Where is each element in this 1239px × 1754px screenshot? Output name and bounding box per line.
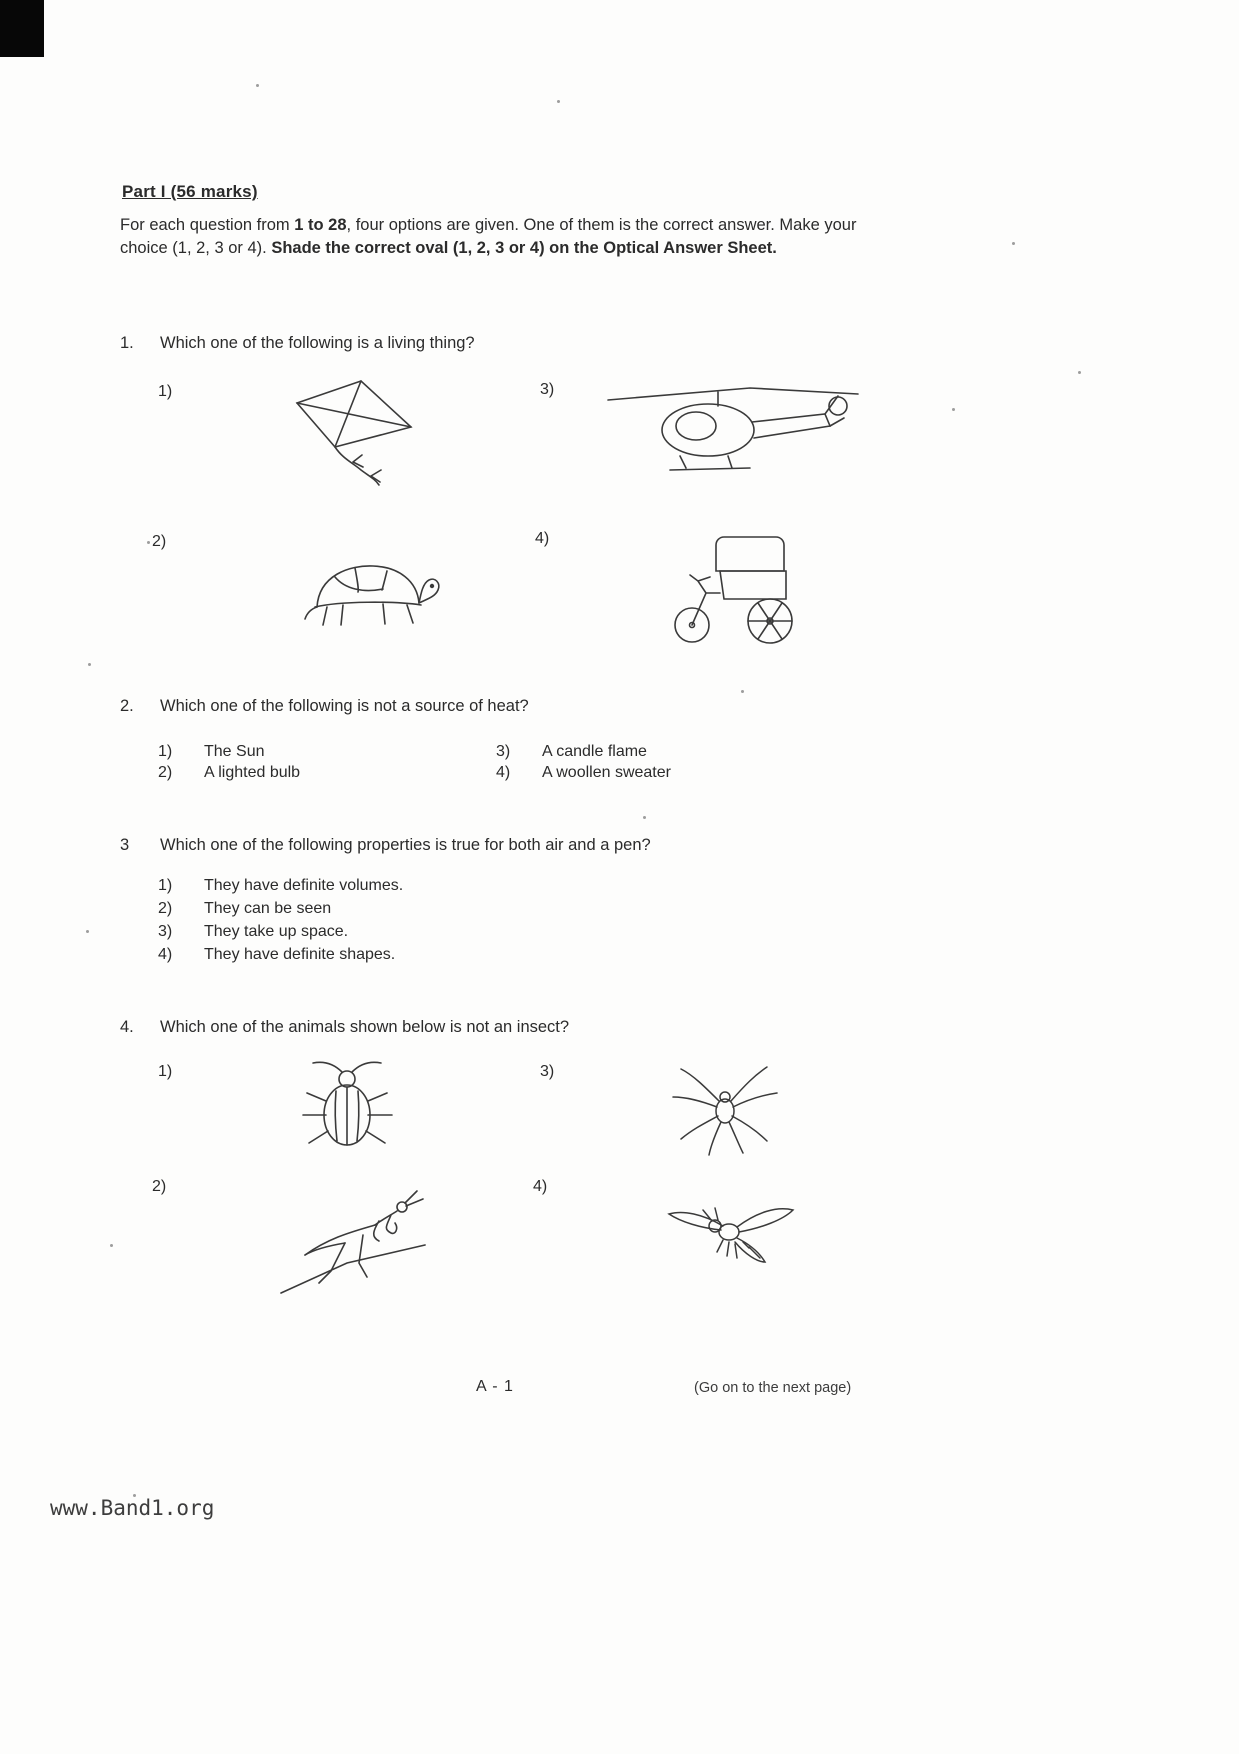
scan-speck (86, 930, 89, 933)
tortoise-image (295, 545, 445, 645)
question-text: Which one of the following is not a source of heat? (160, 697, 529, 715)
question-text: Which one of the animals shown below is not an insect? (160, 1018, 570, 1036)
page-number: A - 1 (476, 1378, 514, 1395)
question-number: 3 (120, 836, 130, 854)
q2-option-2-text: A lighted bulb (204, 764, 301, 781)
instructions-bold-shade: Shade the correct oval (1, 2, 3 or 4) on the Optical Answer Sheet. (271, 238, 777, 257)
next-page-note: (Go on to the next page) (694, 1380, 852, 1396)
scan-speck (110, 1244, 113, 1247)
q3-option-1-label: 1) (158, 877, 173, 894)
scan-speck (741, 690, 744, 693)
q3-option-1-text: They have definite volumes. (204, 877, 404, 894)
q4-option-2-label: 2) (152, 1178, 167, 1195)
question-number: 2. (120, 697, 134, 715)
instructions-bold-range: 1 to 28 (294, 216, 347, 234)
question-number: 4. (120, 1018, 134, 1036)
scan-speck (557, 100, 560, 103)
question-text: Which one of the following is a living thing? (160, 334, 475, 352)
q1-option-1-label: 1) (158, 383, 173, 400)
q2-option-4-text: A woollen sweater (542, 764, 671, 781)
q2-options (158, 743, 878, 782)
instructions (120, 214, 872, 259)
scan-speck (147, 541, 150, 544)
q2-option-2-label: 2) (158, 764, 173, 781)
beetle-image (295, 1053, 400, 1158)
instructions-text: , four options are given. One of them is the correct answer. Make your choice (1, 2, 3 or 4). (120, 216, 857, 257)
q1-option-4-label: 4) (535, 530, 550, 547)
section-heading: Part I (56 marks) (122, 182, 258, 201)
question-1 (120, 334, 880, 353)
kite-image (283, 375, 433, 490)
question-4 (120, 1018, 880, 1037)
scan-speck (256, 84, 259, 87)
watermark: www.Band1.org (50, 1496, 215, 1520)
instructions-text: For each question from (120, 216, 295, 234)
scan-speck (1078, 371, 1081, 374)
q1-option-3-label: 3) (540, 381, 555, 398)
q3-option-3-text: They take up space. (204, 923, 349, 940)
scan-artifact (0, 0, 44, 57)
q2-option-3-label: 3) (496, 743, 511, 760)
question-number: 1. (120, 334, 134, 352)
q4-option-3-label: 3) (540, 1063, 555, 1080)
helicopter-image (600, 378, 865, 483)
q3-option-2-label: 2) (158, 900, 173, 917)
q4-option-1-label: 1) (158, 1063, 173, 1080)
q3-options (158, 877, 678, 964)
praying-mantis-image (275, 1185, 435, 1300)
q2-option-1-label: 1) (158, 743, 173, 760)
question-2 (120, 697, 880, 716)
q3-option-2-text: They can be seen (204, 900, 332, 917)
wasp-image (663, 1192, 798, 1282)
q3-option-4-label: 4) (158, 946, 173, 963)
scan-speck (88, 663, 91, 666)
q3-option-3-label: 3) (158, 923, 173, 940)
scan-speck (1012, 242, 1015, 245)
q2-option-1-text: The Sun (204, 743, 265, 760)
question-3 (120, 836, 900, 855)
scan-speck (643, 816, 646, 819)
trishaw-image (662, 523, 812, 648)
spider-image (667, 1053, 782, 1158)
q4-option-4-label: 4) (533, 1178, 548, 1195)
scan-speck (952, 408, 955, 411)
q2-option-4-label: 4) (496, 764, 511, 781)
question-text: Which one of the following properties is true for both air and a pen? (160, 836, 651, 854)
q2-option-3-text: A candle flame (542, 743, 647, 760)
q3-option-4-text: They have definite shapes. (204, 946, 396, 963)
q1-option-2-label: 2) (152, 533, 167, 550)
